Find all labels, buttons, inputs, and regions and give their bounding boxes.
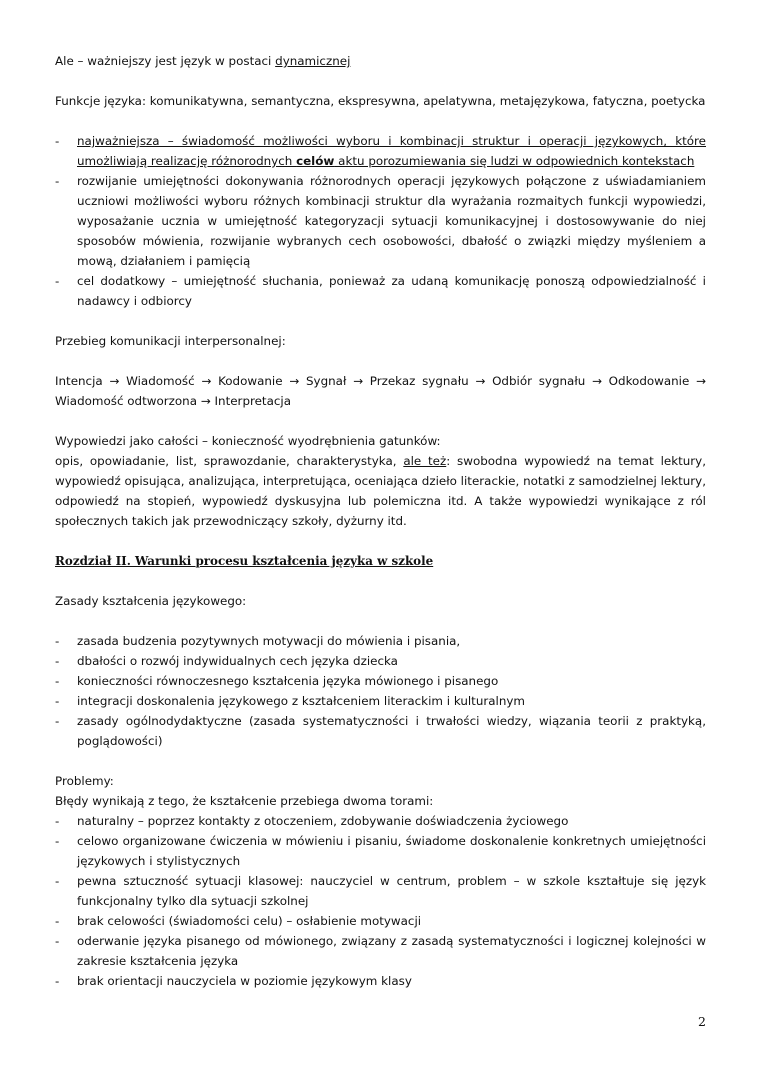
- problems-label: Problemy:: [55, 774, 114, 788]
- principles-list: [55, 631, 706, 751]
- spacer: [55, 531, 706, 551]
- arrow-right-icon: →: [200, 394, 211, 408]
- goal-main-bold: celów: [296, 154, 335, 168]
- spacer: [55, 411, 706, 431]
- genres-text-underlined: ale też: [403, 454, 447, 468]
- list-item: - celowo organizowane ćwiczenia w mówieniu i pisaniu, świadome doskonalenie konkretnych umiejętności językowych i stylistycznych: [55, 831, 706, 871]
- list-item: [55, 131, 706, 171]
- dynamic-prefix: Ale – ważniejszy jest język w postaci: [55, 54, 276, 68]
- communication-step: Wiadomość: [126, 374, 195, 388]
- list-item: - cel dodatkowy – umiejętność słuchania, ponieważ za udaną komunikację ponoszą odpowiedzialność i nadawcy i odbiorcy: [55, 271, 706, 311]
- list-item: - dbałości o rozwój indywidualnych cech języka dziecka: [55, 651, 706, 671]
- list-item: - zasada budzenia pozytywnych motywacji do mówienia i pisania,: [55, 631, 706, 651]
- spacer: [55, 571, 706, 591]
- communication-step: Wiadomość odtworzona: [55, 394, 197, 408]
- spacer: [55, 111, 706, 131]
- list-item: - naturalny – poprzez kontakty z otoczeniem, zdobywanie doświadczenia życiowego: [55, 811, 706, 831]
- chapter-title: Rozdział II. Warunki procesu kształcenia języka w szkole: [55, 554, 434, 568]
- arrow-right-icon: →: [289, 374, 300, 388]
- communication-flow: [55, 371, 706, 411]
- list-item: - pewna sztuczność sytuacji klasowej: nauczyciel w centrum, problem – w szkole kształtuje się język funkcjonalny tylko dla sytuacji szkolnej: [55, 871, 706, 911]
- problems-list: [55, 811, 706, 991]
- communication-step: Przekaz sygnału: [369, 374, 469, 388]
- list-item: - rozwijanie umiejętności dokonywania różnorodnych operacji językowych połączone z uświadamianiem uczniowi możliwości wyboru różnych kombinacji struktur dla wyrażania rozmaitych funkcji wypowiedzi, wyposażanie ucznia w umiejętność kategoryzacji sytuacji komunikacyjnej i dostosowywanie do niej sposobów mówienia, rozwijanie wybranych cech osobowości, dbałość o związki między myśleniem a mową, działaniem i pamięcią: [55, 171, 706, 271]
- genres-label: Wypowiedzi jako całości – konieczność wyodrębnienia gatunków:: [55, 434, 441, 448]
- problems-intro: Błędy wynikają z tego, że kształcenie przebiega dwoma torami:: [55, 794, 434, 808]
- goal-main-text: [77, 134, 706, 168]
- communication-step: Intencja: [55, 374, 103, 388]
- list-item: - integracji doskonalenia językowego z kształceniem literackim i kulturalnym: [55, 691, 706, 711]
- spacer: [55, 351, 706, 371]
- goal-main-post: aktu porozumiewania się ludzi w odpowiednich kontekstach: [334, 154, 695, 168]
- dynamic-word: dynamicznej: [275, 54, 351, 68]
- communication-step: Sygnał: [305, 374, 347, 388]
- genres-text-post: : swobodna wypowiedź na temat lektury, wypowiedź opisująca, analizująca, interpretująca, oceniająca dzieło literackie, notatki z samodzielnej lektury, odpowiedź na stopień, wypowiedź dyskusyjna lub polemiczna itd. A także wypowiedzi wynikające z ról społecznych takich jak przewodniczący szkoły, dyżurny itd.: [55, 454, 706, 528]
- arrow-right-icon: →: [591, 374, 602, 388]
- arrow-right-icon: →: [109, 374, 120, 388]
- spacer: [55, 751, 706, 771]
- list-item: - brak orientacji nauczyciela w poziomie językowym klasy: [55, 971, 706, 991]
- list-item: - konieczności równoczesnego kształcenia języka mówionego i pisanego: [55, 671, 706, 691]
- arrow-right-icon: →: [201, 374, 212, 388]
- arrow-right-icon: →: [696, 374, 707, 388]
- list-item: - brak celowości (świadomości celu) – osłabienie motywacji: [55, 911, 706, 931]
- communication-step: Interpretacja: [214, 394, 292, 408]
- arrow-right-icon: →: [475, 374, 486, 388]
- principles-label: Zasady kształcenia językowego:: [55, 594, 247, 608]
- arrow-right-icon: →: [353, 374, 364, 388]
- spacer: [55, 611, 706, 631]
- list-item: - oderwanie języka pisanego od mówionego, związany z zasadą systematyczności i logicznej kolejności w zakresie kształcenia języka: [55, 931, 706, 971]
- genres-text-pre: opis, opowiadanie, list, sprawozdanie, charakterystyka,: [55, 454, 404, 468]
- goal-main-pre: najważniejsza – świadomość możliwości wyboru i kombinacji struktur i operacji językowych, które umożliwiają realizację różnorodnych: [77, 134, 706, 168]
- communication-label: Przebieg komunikacji interpersonalnej:: [55, 334, 286, 348]
- spacer: [55, 311, 706, 331]
- communication-step: Odkodowanie: [608, 374, 690, 388]
- genres-text: [55, 451, 706, 531]
- communication-step: Kodowanie: [218, 374, 283, 388]
- goals-list: [55, 131, 706, 311]
- communication-step: Odbiór sygnału: [492, 374, 586, 388]
- language-functions: Funkcje języka: komunikatywna, semantyczna, ekspresywna, apelatywna, metajęzykowa, fatyczna, poetycka: [55, 94, 706, 108]
- spacer: [55, 71, 706, 91]
- page-number: 2: [698, 1014, 706, 1029]
- list-item: - zasady ogólnodydaktyczne (zasada systematyczności i trwałości wiedzy, wiązania teorii z praktyką, poglądowości): [55, 711, 706, 751]
- dynamic-language-line: [55, 51, 706, 71]
